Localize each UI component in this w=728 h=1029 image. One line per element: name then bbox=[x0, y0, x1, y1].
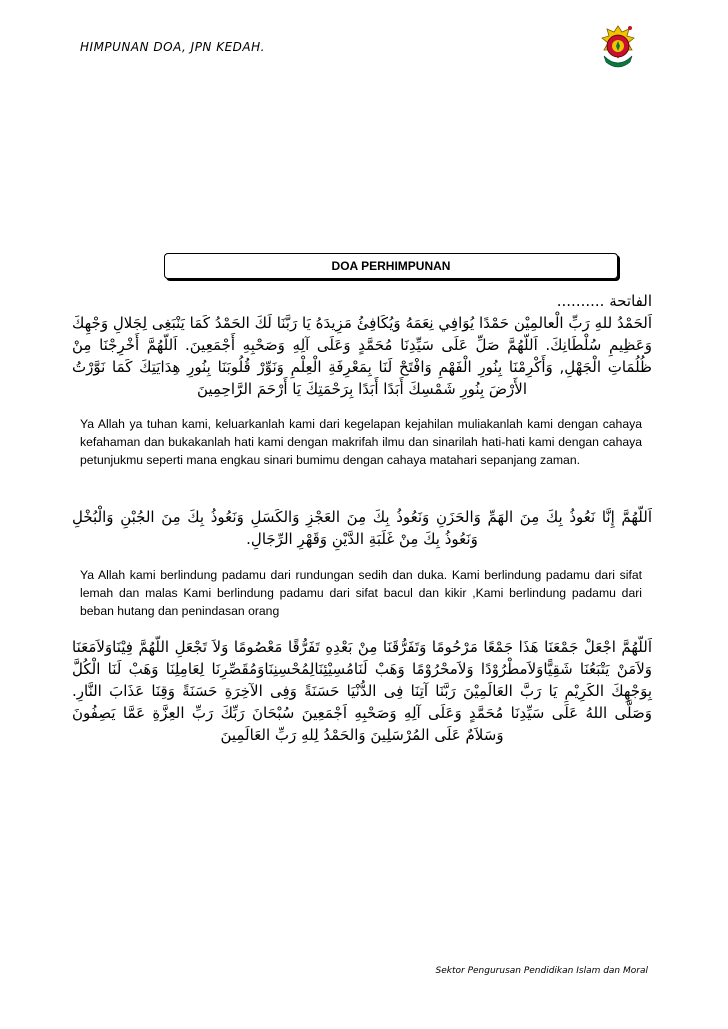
arabic-paragraph-2: اَللّهُمَّ إِنَّا نَعُوذُ بِكَ مِنَ الهَمِّ وَالحَزَنِ وَنَعُوذُ بِكَ مِنَ العَجْزِ وَالكَسَلِ وَنَعُوذُ بِكَ مِنَ الجُبْنِ وَالْبُخْلِ وَنَعُوذُ بِكَ مِنْ غَلَبَةِ الدَّيْنِ وَقَهْرِ الرِّجَالِ. bbox=[72, 508, 652, 548]
document-footer: Sektor Pengurusan Pendidikan Islam dan Moral bbox=[435, 966, 648, 976]
malay-translation-1: Ya Allah ya tuhan kami, keluarkanlah kami dari kegelapan kejahilan muliakanlah kami dengan cahaya kefahaman dan bukakanlah hati kami dengan makrifah ilmu dan sinarilah hati-hati kami dengan cahaya petunjukmu seperti mana engkau sinari bumimu dengan cahaya matahari sepanjang zaman. bbox=[80, 417, 642, 467]
fatihah-line: الفاتحة .......... bbox=[556, 292, 652, 310]
document-header-title: HIMPUNAN DOA, JPN KEDAH. bbox=[80, 40, 265, 54]
doa-title: DOA PERHIMPUNAN bbox=[331, 259, 451, 273]
arabic-paragraph-1: اَلحَمْدُ للهِ رَبِّ الْعالمِيْن حَمْدًا يُوَافِي نِعَمَهُ وَيُكَافِئُ مَزِيدَهُ يَا رَبَّنَا لَكَ الحَمْدُ كَمَا يَنْبَغِى لِجَلالِ وَجْهِكَ وَعَظِيمِ سُلْطَانِكَ. اَللّهُمَّ صَلِّ عَلَى سَيِّدِنَا مُحَمَّدٍ وَعَلَى آلِهِ وَصَحْبِهِ أَجْمَعِينَ. اَللّهُمَّ أَخْرِجْنَا مِنْ ظُلُمَاتِ الْجَهْلِ, وَأَكْرِمْنَا بِنُورِ الْفَهْمِ وَافْتَحْ لَنَا بِمَعْرِفَةِ الْعِلْمِ وَنَوِّرْ قُلُوبَنَا بِنُورِ هِدَايَتِكَ كَمَا نَوَّرْتُ الأَرْضَ بِنُورِ شَمْسِكَ أَبَدًا أَبَدًا بِرَحْمَتِكَ يَا أَرْحَمَ الرَّاحِمِينَ bbox=[72, 314, 652, 398]
arabic-paragraph-3: اَللّهُمَّ اجْعَلْ جَمْعَنَا هَذَا جَمْعًا مَرْحُومًا وَتَفَرُّقَنَا مِنْ بَعْدِهِ تَفَرُّقًا مَعْصُومًا وَلاَ تَجْعَلِ اللّهُمَّ فِيْنَاوَلاَمَعَنَا وَلاَمَنْ يَتْبَعُنَا شَقِيًّاوَلاَمطْرُوْدًا وَلاَمحْرُوْمًا وَهَبْ لَنَامُسِيْئِنَالِمُحْسِنِنَاوَمُقَصِّرِنَا لِعَامِلِنَا وَهَبْ لَنَا الْكُلَّ بِوَجْهِكَ الكَرِيْمِ يَا رَبَّ العَالَمِيْنَ رَبَّنَا آتِنَا فِى الدُّنْيَا حَسَنَةً وَفِى الآخِرَةِ حَسَنَةً وَقِنَا عَذَابَ النَّارِ. وَصَلَّى اللهُ عَلَى سَيِّدِنَا مُحَمَّدٍ وَعَلَى آلِهِ وَصَحْبِهِ اَجْمَعِينَ سُبْحَانَ رَبِّكَ رَبِّ العِزَّةِ عَمَّا يَصِفُونَ وَسَلاَمٌ عَلَى المُرْسَلِينَ وَالحَمْدُ لِلهِ رَبِّ العَالَمِينَ bbox=[72, 638, 652, 744]
doa-title-box bbox=[164, 253, 618, 279]
kedah-crest-logo bbox=[596, 24, 640, 72]
malay-translation-2: Ya Allah kami berlindung padamu dari rundungan sedih dan duka. Kami berlindung padamu dari sifat lemah dan malas Kami berlindung padamu dari sifat bacul dan kikir ,Kami berlindung padamu dari beban hutang dan penindasan orang bbox=[80, 568, 642, 618]
